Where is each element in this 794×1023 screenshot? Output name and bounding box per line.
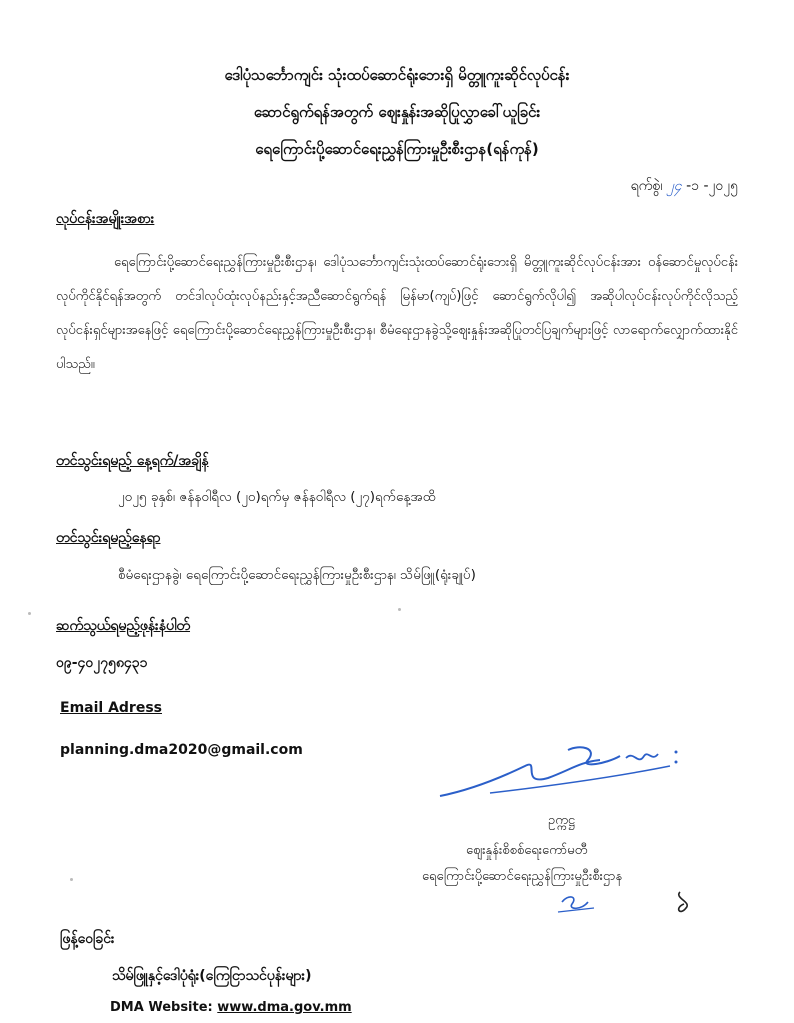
- date-handwritten-day: ၂၄: [666, 178, 682, 194]
- distribution-label: ဖြန့်ဝေခြင်း: [60, 931, 115, 947]
- email-address: planning.dma2020@gmail.com: [60, 742, 303, 758]
- signatory-title: ဈေးနှုန်းစိစစ်ရေးကော်မတီ: [466, 843, 588, 858]
- job-type-paragraph: [56, 246, 738, 382]
- submission-date-text: ၂၀၂၅ ခုနှစ်၊ ဇန်နဝါရီလ (၂၀)ရက်မှ ဇန်နဝါရီလ (၂၇)ရက်နေ့အထိ: [118, 489, 436, 505]
- scan-speck: [70, 878, 73, 881]
- website-label: DMA Website:: [110, 1000, 213, 1015]
- submission-date-heading: တင်သွင်းရမည့် နေ့ရက်/အချိန်: [56, 453, 209, 469]
- distribution-item: သိမ်ဖြူနှင့်ဒေါပုံရုံး(ကြေငြာသင်ပုန်းများ): [112, 968, 312, 984]
- job-type-heading: လုပ်ငန်းအမျိုးအစား: [56, 211, 155, 227]
- handwritten-initials: [554, 888, 714, 918]
- signatory-name: ဥက္ကဋ္ဌ: [548, 813, 575, 828]
- email-label: Email Adress: [60, 700, 162, 716]
- header-line-2: ဆောင်ရွက်ရန်အတွက် ဈေးနှုန်းအဆိုပြုလွှာခေါ်ယူခြင်း: [253, 103, 541, 121]
- date-prefix: ရက်စွဲ၊: [630, 178, 663, 194]
- submission-place-heading: တင်သွင်းရမည့်နေရာ: [56, 530, 161, 546]
- dma-website: [110, 1000, 352, 1015]
- job-type-text: ရေကြောင်းပို့ဆောင်ရေးညွှန်ကြားမှုဦးစီးဌာန၊ ဒေါပုံသင်္ဘောကျင်းသုံးထပ်ဆောင်ရုံးဘေးရှိ မိတ္တူကူးဆိုင်လုပ်ငန်းအား ဝန်ဆောင်မှုလုပ်ငန်းလုပ်ကိုင်နိုင်ရန်အတွက် တင်ဒါလုပ်ထုံးလုပ်နည်းနှင့်အညီဆောင်ရွက်ရန် မြန်မာ(ကျပ်)ဖြင့် ဆောင်ရွက်လိုပါ၍ အဆိုပါလုပ်ငန်းလုပ်ကိုင်လိုသည့် လုပ်ငန်းရှင်များအနေဖြင့် ရေကြောင်းပို့ဆောင်ရေးညွှန်ကြားမှုဦးစီးဌာန၊ စီမံရေးဌာနခွဲသို့ဈေးနှုန်းအဆိုပြုတင်ပြချက်များဖြင့် လာရောက်လျှောက်ထားနိုင်ပါသည်။: [56, 255, 738, 372]
- contact-heading: ဆက်သွယ်ရမည့်ဖုန်းနံပါတ်: [56, 618, 191, 634]
- website-link[interactable]: www.dma.gov.mm: [217, 1000, 352, 1015]
- scan-speck: [28, 612, 31, 615]
- header-line-1: ဒေါပုံသင်္ဘောကျင်း သုံးထပ်ဆောင်ရုံးဘေးရှိ မိတ္တူကူးဆိုင်လုပ်ငန်း: [224, 66, 570, 84]
- submission-place-text: စီမံရေးဌာနခွဲ၊ ရေကြောင်းပို့ဆောင်ရေးညွှန်ကြားမှုဦးစီးဌာန၊ သိမ်ဖြူ(ရုံးချုပ်): [118, 567, 476, 583]
- scan-speck: [398, 608, 401, 611]
- header-line-3: ရေကြောင်းပို့ဆောင်ရေးညွှန်ကြားမှုဦးစီးဌာန(ရန်ကုန်): [255, 140, 539, 158]
- signatory-department: ရေကြောင်းပို့ဆောင်ရေးညွှန်ကြားမှုဦးစီးဌာန: [422, 869, 623, 884]
- contact-phone: ၀၉-၄၀၂၇၅၈၄၃၁: [56, 655, 148, 671]
- handwritten-signature: [430, 738, 690, 808]
- date-rest: -၁ -၂၀၂၅: [686, 178, 738, 194]
- date-line: [631, 176, 738, 197]
